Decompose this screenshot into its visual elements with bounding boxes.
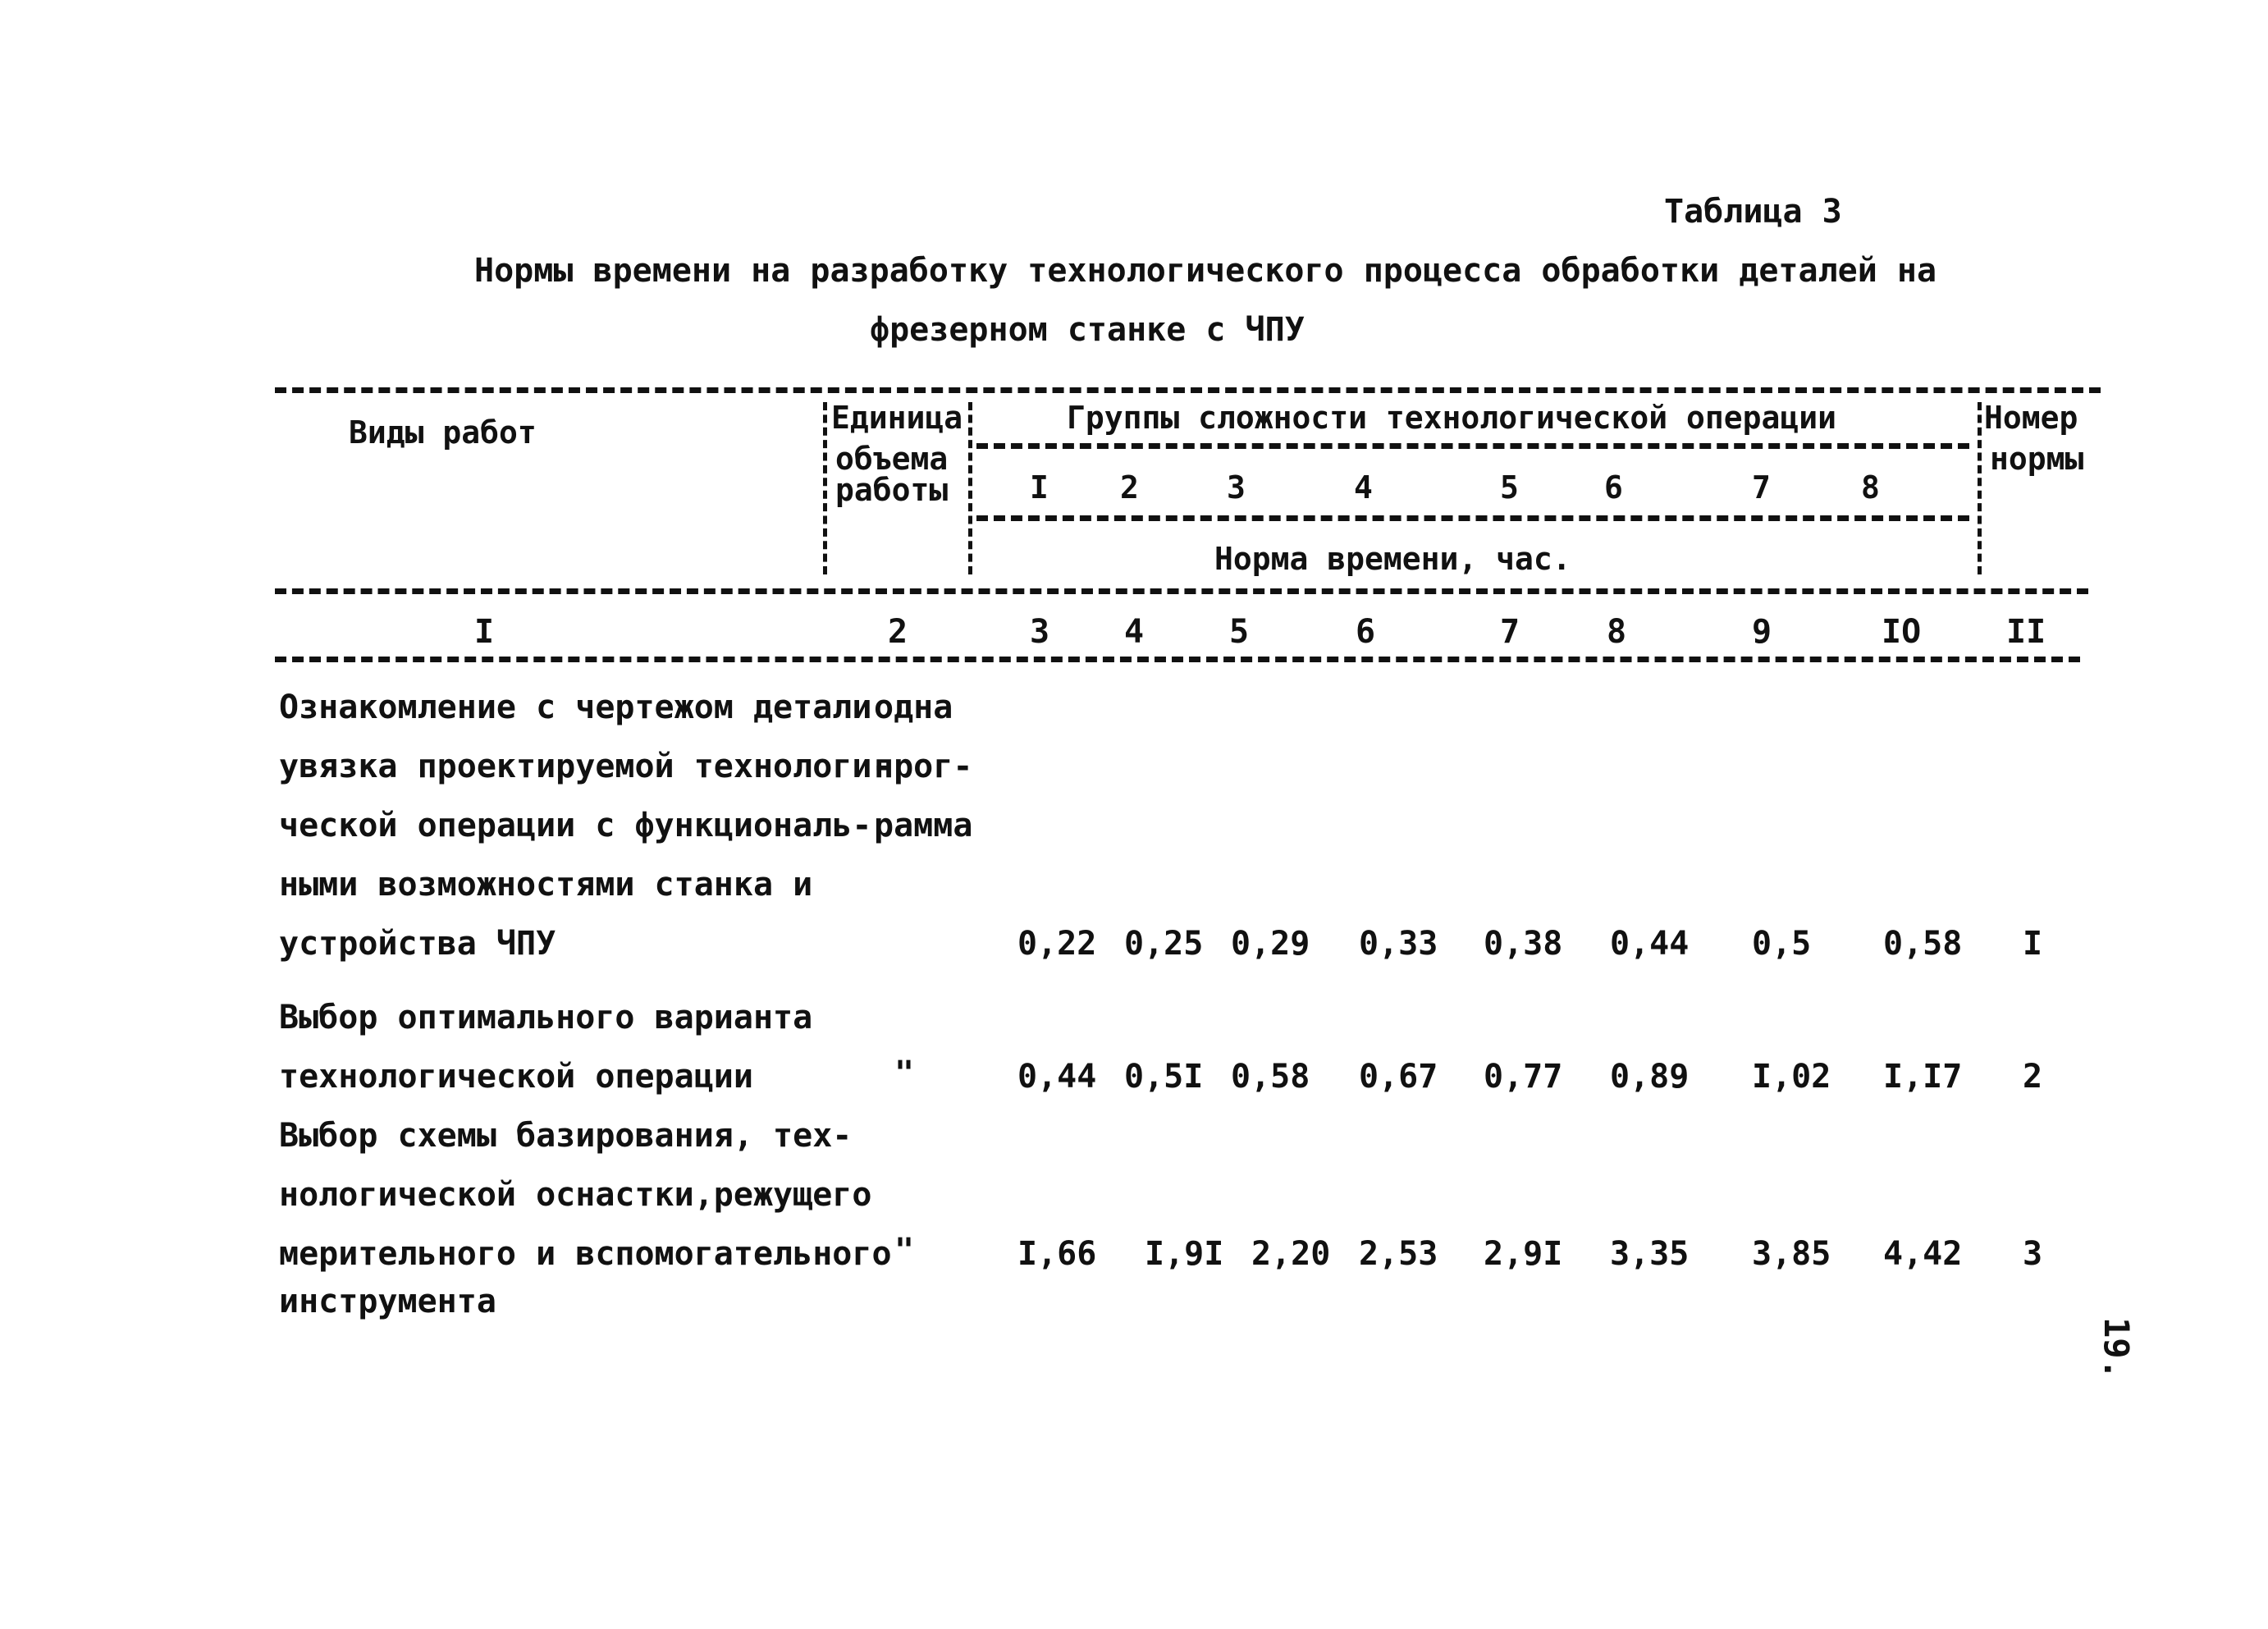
row3-work-line2: нологической оснастки,режущего	[279, 1176, 872, 1214]
header-group-title: Группы сложности технологической операции	[1067, 400, 1836, 436]
header-unit-line2: объема	[835, 441, 949, 477]
header-work-types: Виды работ	[349, 414, 537, 451]
row2-value-6: 0,89	[1610, 1058, 1690, 1096]
row1-value-4: 0,33	[1359, 925, 1438, 963]
header-separator-2	[968, 402, 972, 574]
table-label: Таблица 3	[1664, 193, 1842, 231]
header-unit-line1: Единица	[831, 400, 963, 436]
page-number: 19.	[2097, 1317, 2137, 1380]
row3-value-2: I,9I	[1145, 1235, 1224, 1273]
row3-value-5: 2,9I	[1484, 1235, 1563, 1273]
row3-value-4: 2,53	[1359, 1235, 1438, 1273]
header-separator-1	[823, 402, 827, 574]
row1-value-1: 0,22	[1017, 925, 1097, 963]
row1-value-8: 0,58	[1883, 925, 1963, 963]
col-number-9: 9	[1752, 613, 1772, 651]
group-7: 7	[1752, 469, 1771, 506]
row2-unit-ditto: "	[894, 1055, 915, 1092]
group-2: 2	[1120, 469, 1139, 506]
row1-unit-line2: прог-	[874, 748, 973, 785]
row3-unit-ditto: "	[894, 1232, 915, 1270]
row3-value-1: I,66	[1017, 1235, 1097, 1273]
row1-value-2: 0,25	[1124, 925, 1204, 963]
row2-work-line1: Выбор оптимального варианта	[279, 999, 813, 1036]
col-number-4: 4	[1124, 613, 1145, 651]
header-unit-line3: работы	[835, 472, 949, 508]
col-number-2: 2	[888, 613, 908, 651]
row1-value-3: 0,29	[1231, 925, 1310, 963]
col-number-11: II	[2006, 613, 2046, 651]
row1-value-6: 0,44	[1610, 925, 1690, 963]
col-number-3: 3	[1030, 613, 1050, 651]
row2-value-4: 0,67	[1359, 1058, 1438, 1096]
col-number-10: IO	[1882, 613, 1922, 651]
col-number-5: 5	[1229, 613, 1250, 651]
col-number-6: 6	[1356, 613, 1376, 651]
row2-value-8: I,I7	[1883, 1058, 1963, 1096]
table-title-line2: фрезерном станке с ЧПУ	[870, 311, 1305, 349]
group-5: 5	[1500, 469, 1519, 506]
row1-work-line5: устройства ЧПУ	[279, 925, 556, 963]
row3-value-3: 2,20	[1251, 1235, 1331, 1273]
group-1: I	[1030, 469, 1049, 506]
group-8: 8	[1861, 469, 1880, 506]
row3-work-line4: инструмента	[279, 1283, 496, 1320]
header-separator-3	[1978, 402, 1982, 574]
row1-work-line4: ными возможностями станка и	[279, 866, 813, 904]
row3-value-8: 4,42	[1883, 1235, 1963, 1273]
row1-value-7: 0,5	[1752, 925, 1812, 963]
row1-unit-line1: одна	[874, 689, 953, 726]
group-4: 4	[1354, 469, 1373, 506]
row2-work-line2: технологической операции	[279, 1058, 753, 1096]
row3-value-6: 3,35	[1610, 1235, 1690, 1273]
row2-value-3: 0,58	[1231, 1058, 1310, 1096]
row1-unit-line3: рамма	[874, 807, 973, 844]
col-numbers-rule	[275, 657, 2080, 662]
row2-norm: 2	[2023, 1058, 2043, 1096]
row3-work-line3: мерительного и вспомогательного	[279, 1235, 892, 1273]
row2-value-7: I,02	[1752, 1058, 1831, 1096]
row1-work-line3: ческой операции с функциональ-	[279, 807, 872, 844]
header-norm-number-line1: Номер	[1984, 400, 2078, 436]
row3-norm: 3	[2023, 1235, 2043, 1273]
row2-value-1: 0,44	[1017, 1058, 1097, 1096]
col-number-8: 8	[1607, 613, 1627, 651]
col-number-7: 7	[1500, 613, 1520, 651]
row1-value-5: 0,38	[1484, 925, 1563, 963]
row3-work-line1: Выбор схемы базирования, тех-	[279, 1117, 853, 1155]
row1-work-line1: Ознакомление с чертежом детали	[279, 689, 872, 726]
row1-norm: I	[2023, 925, 2043, 963]
col-number-1: I	[474, 613, 495, 651]
header-bottom-rule	[275, 588, 2088, 594]
header-norm-time: Норма времени, час.	[1214, 541, 1571, 577]
header-norm-number-line2: нормы	[1990, 441, 2084, 477]
row2-value-5: 0,77	[1484, 1058, 1563, 1096]
group-3: 3	[1227, 469, 1246, 506]
group-title-rule	[976, 443, 1969, 449]
table-top-rule	[275, 387, 2101, 393]
row1-work-line2: увязка проектируемой технологи-	[279, 748, 892, 785]
groups-rule	[976, 515, 1969, 521]
group-6: 6	[1604, 469, 1623, 506]
table-title-line1: Нормы времени на разработку технологического процесса обработки деталей на	[474, 252, 1937, 290]
row2-value-2: 0,5I	[1124, 1058, 1204, 1096]
row3-value-7: 3,85	[1752, 1235, 1831, 1273]
